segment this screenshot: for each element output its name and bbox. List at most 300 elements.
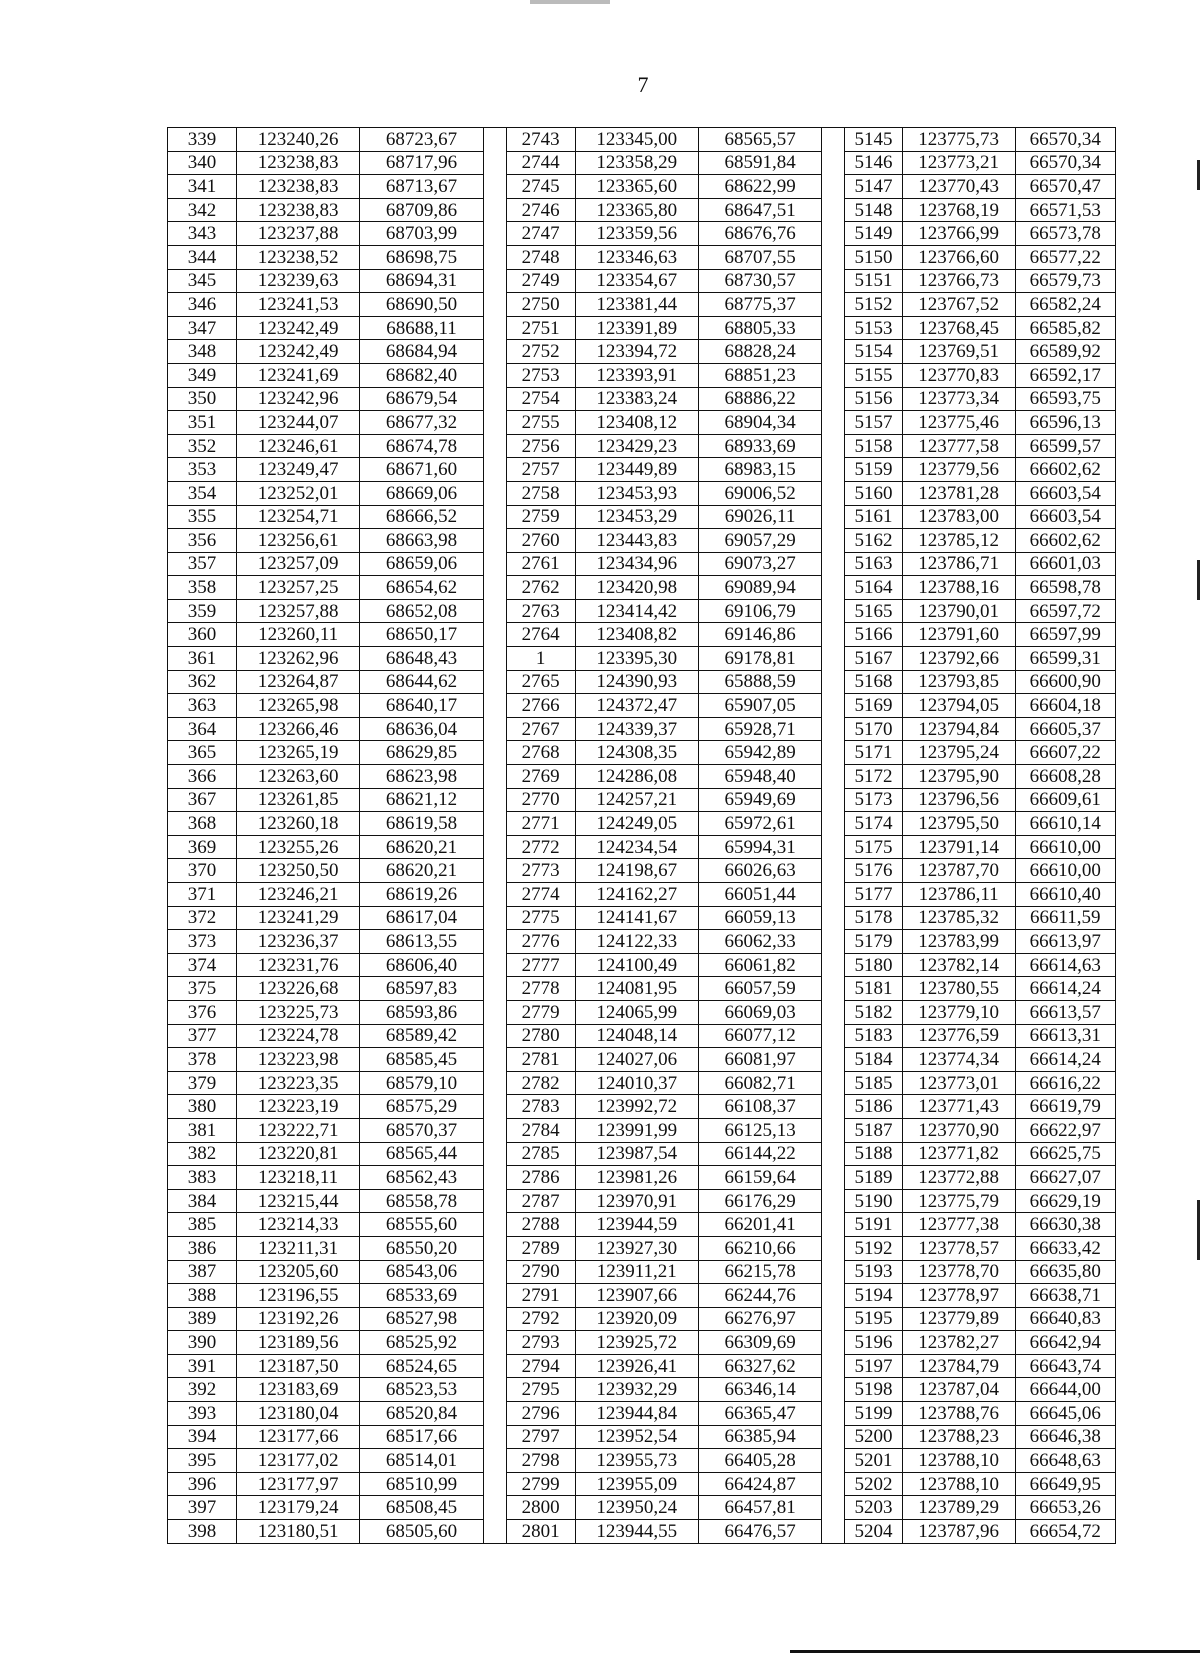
table-cell-y-coord-group-1: 68703,99 [360, 222, 483, 246]
table-cell-y-coord-group-1: 68570,37 [360, 1118, 483, 1142]
table-cell-y-coord-group-1: 68524,65 [360, 1354, 483, 1378]
table-cell-point-id-group-2: 2779 [506, 1000, 575, 1024]
table-row [168, 269, 1116, 293]
table-cell-x-coord-group-2: 123443,83 [575, 529, 698, 553]
table-cell-x-coord-group-3: 123778,70 [902, 1260, 1015, 1284]
table-cell-x-coord-group-1: 123196,55 [236, 1284, 359, 1308]
table-cell-point-id-group-3: 5159 [845, 458, 902, 482]
column-gap [822, 340, 845, 364]
table-cell-y-coord-group-1: 68505,60 [360, 1520, 483, 1544]
table-cell-y-coord-group-2: 69006,52 [698, 481, 821, 505]
table-cell-y-coord-group-1: 68644,62 [360, 670, 483, 694]
table-cell-y-coord-group-2: 66026,63 [698, 859, 821, 883]
table-cell-point-id-group-3: 5151 [845, 269, 902, 293]
table-cell-y-coord-group-1: 68520,84 [360, 1402, 483, 1426]
table-cell-y-coord-group-3: 66603,54 [1015, 505, 1115, 529]
table-cell-x-coord-group-2: 124162,27 [575, 883, 698, 907]
table-cell-y-coord-group-3: 66589,92 [1015, 340, 1115, 364]
table-cell-y-coord-group-1: 68619,58 [360, 812, 483, 836]
column-gap [822, 458, 845, 482]
table-row [168, 930, 1116, 954]
table-cell-y-coord-group-3: 66603,54 [1015, 481, 1115, 505]
table-row [168, 505, 1116, 529]
table-cell-x-coord-group-1: 123215,44 [236, 1189, 359, 1213]
table-cell-x-coord-group-3: 123795,24 [902, 741, 1015, 765]
table-cell-y-coord-group-3: 66643,74 [1015, 1354, 1115, 1378]
table-cell-x-coord-group-3: 123771,43 [902, 1095, 1015, 1119]
column-gap [483, 1402, 506, 1426]
table-cell-y-coord-group-1: 68575,29 [360, 1095, 483, 1119]
table-cell-y-coord-group-3: 66627,07 [1015, 1166, 1115, 1190]
table-cell-y-coord-group-2: 68933,69 [698, 434, 821, 458]
column-gap [483, 1142, 506, 1166]
table-cell-x-coord-group-2: 123920,09 [575, 1307, 698, 1331]
table-cell-y-coord-group-3: 66602,62 [1015, 529, 1115, 553]
table-cell-x-coord-group-1: 123238,83 [236, 151, 359, 175]
column-gap [822, 1118, 845, 1142]
table-cell-x-coord-group-2: 123365,80 [575, 198, 698, 222]
table-cell-point-id-group-1: 396 [168, 1472, 237, 1496]
table-cell-point-id-group-2: 2773 [506, 859, 575, 883]
table-cell-point-id-group-3: 5146 [845, 151, 902, 175]
table-cell-y-coord-group-3: 66604,18 [1015, 694, 1115, 718]
table-cell-y-coord-group-3: 66570,47 [1015, 175, 1115, 199]
table-cell-x-coord-group-3: 123778,57 [902, 1236, 1015, 1260]
table-cell-point-id-group-2: 2746 [506, 198, 575, 222]
table-cell-x-coord-group-1: 123223,98 [236, 1048, 359, 1072]
table-cell-x-coord-group-2: 124308,35 [575, 741, 698, 765]
table-cell-point-id-group-3: 5193 [845, 1260, 902, 1284]
table-row [168, 1189, 1116, 1213]
table-row [168, 765, 1116, 789]
column-gap [483, 906, 506, 930]
column-gap [483, 647, 506, 671]
column-gap [483, 1354, 506, 1378]
table-cell-point-id-group-1: 373 [168, 930, 237, 954]
table-cell-point-id-group-2: 2753 [506, 363, 575, 387]
table-row [168, 1520, 1116, 1544]
table-cell-y-coord-group-2: 66062,33 [698, 930, 821, 954]
table-cell-x-coord-group-2: 124286,08 [575, 765, 698, 789]
table-cell-y-coord-group-3: 66593,75 [1015, 387, 1115, 411]
table-cell-point-id-group-2: 2788 [506, 1213, 575, 1237]
table-cell-x-coord-group-3: 123788,16 [902, 576, 1015, 600]
table-cell-point-id-group-3: 5172 [845, 765, 902, 789]
table-cell-point-id-group-1: 371 [168, 883, 237, 907]
column-gap [483, 1378, 506, 1402]
table-row [168, 1166, 1116, 1190]
table-cell-point-id-group-1: 372 [168, 906, 237, 930]
table-cell-point-id-group-1: 365 [168, 741, 237, 765]
table-cell-point-id-group-3: 5188 [845, 1142, 902, 1166]
table-row [168, 458, 1116, 482]
table-cell-y-coord-group-3: 66614,24 [1015, 977, 1115, 1001]
table-cell-y-coord-group-1: 68623,98 [360, 765, 483, 789]
column-gap [822, 505, 845, 529]
table-cell-x-coord-group-1: 123263,60 [236, 765, 359, 789]
table-cell-y-coord-group-2: 68565,57 [698, 128, 821, 152]
table-cell-y-coord-group-3: 66607,22 [1015, 741, 1115, 765]
table-cell-point-id-group-2: 2777 [506, 953, 575, 977]
table-cell-y-coord-group-2: 69106,79 [698, 599, 821, 623]
table-cell-point-id-group-1: 392 [168, 1378, 237, 1402]
table-cell-y-coord-group-1: 68650,17 [360, 623, 483, 647]
table-cell-point-id-group-2: 2764 [506, 623, 575, 647]
table-row [168, 1236, 1116, 1260]
table-cell-x-coord-group-3: 123794,05 [902, 694, 1015, 718]
table-cell-x-coord-group-2: 123950,24 [575, 1496, 698, 1520]
table-cell-x-coord-group-1: 123240,26 [236, 128, 359, 152]
table-cell-point-id-group-3: 5175 [845, 835, 902, 859]
table-cell-y-coord-group-2: 68886,22 [698, 387, 821, 411]
table-cell-point-id-group-3: 5195 [845, 1307, 902, 1331]
table-cell-point-id-group-2: 2796 [506, 1402, 575, 1426]
table-row [168, 1118, 1116, 1142]
table-cell-x-coord-group-2: 123991,99 [575, 1118, 698, 1142]
table-row [168, 623, 1116, 647]
table-cell-x-coord-group-2: 124065,99 [575, 1000, 698, 1024]
table-cell-y-coord-group-2: 65949,69 [698, 788, 821, 812]
table-cell-point-id-group-2: 2798 [506, 1449, 575, 1473]
table-cell-x-coord-group-3: 123771,82 [902, 1142, 1015, 1166]
table-cell-point-id-group-2: 2793 [506, 1331, 575, 1355]
table-cell-x-coord-group-1: 123236,37 [236, 930, 359, 954]
table-cell-point-id-group-3: 5181 [845, 977, 902, 1001]
table-cell-x-coord-group-3: 123786,71 [902, 552, 1015, 576]
table-cell-x-coord-group-1: 123265,19 [236, 741, 359, 765]
table-cell-x-coord-group-1: 123252,01 [236, 481, 359, 505]
table-cell-y-coord-group-3: 66611,59 [1015, 906, 1115, 930]
table-cell-x-coord-group-2: 124141,67 [575, 906, 698, 930]
table-cell-y-coord-group-2: 66057,59 [698, 977, 821, 1001]
column-gap [822, 529, 845, 553]
table-cell-x-coord-group-1: 123254,71 [236, 505, 359, 529]
column-gap [822, 1378, 845, 1402]
table-cell-point-id-group-3: 5165 [845, 599, 902, 623]
column-gap [822, 198, 845, 222]
table-cell-point-id-group-2: 2748 [506, 245, 575, 269]
column-gap [822, 1142, 845, 1166]
table-cell-x-coord-group-3: 123781,28 [902, 481, 1015, 505]
table-cell-y-coord-group-1: 68640,17 [360, 694, 483, 718]
table-body [168, 128, 1116, 1544]
table-cell-point-id-group-1: 360 [168, 623, 237, 647]
table-cell-point-id-group-2: 2751 [506, 316, 575, 340]
table-cell-x-coord-group-3: 123772,88 [902, 1166, 1015, 1190]
table-cell-point-id-group-3: 5156 [845, 387, 902, 411]
table-cell-point-id-group-1: 397 [168, 1496, 237, 1520]
column-gap [822, 1354, 845, 1378]
table-cell-point-id-group-3: 5191 [845, 1213, 902, 1237]
table-cell-x-coord-group-1: 123183,69 [236, 1378, 359, 1402]
table-cell-point-id-group-3: 5174 [845, 812, 902, 836]
table-cell-point-id-group-1: 383 [168, 1166, 237, 1190]
table-cell-y-coord-group-2: 66077,12 [698, 1024, 821, 1048]
table-cell-y-coord-group-2: 68707,55 [698, 245, 821, 269]
table-row [168, 1449, 1116, 1473]
table-cell-point-id-group-1: 355 [168, 505, 237, 529]
table-cell-x-coord-group-2: 123381,44 [575, 293, 698, 317]
table-cell-y-coord-group-1: 68698,75 [360, 245, 483, 269]
table-cell-point-id-group-2: 2789 [506, 1236, 575, 1260]
table-cell-x-coord-group-1: 123241,53 [236, 293, 359, 317]
table-cell-x-coord-group-1: 123180,51 [236, 1520, 359, 1544]
table-cell-x-coord-group-1: 123187,50 [236, 1354, 359, 1378]
table-cell-y-coord-group-3: 66579,73 [1015, 269, 1115, 293]
table-cell-point-id-group-2: 2769 [506, 765, 575, 789]
table-row [168, 1284, 1116, 1308]
table-row [168, 340, 1116, 364]
table-cell-y-coord-group-2: 69178,81 [698, 647, 821, 671]
column-gap [822, 128, 845, 152]
column-gap [483, 1472, 506, 1496]
column-gap [483, 623, 506, 647]
table-cell-x-coord-group-3: 123795,90 [902, 765, 1015, 789]
table-cell-x-coord-group-2: 123952,54 [575, 1425, 698, 1449]
table-cell-point-id-group-1: 342 [168, 198, 237, 222]
column-gap [822, 1496, 845, 1520]
bottom-rule [790, 1650, 1200, 1653]
table-cell-x-coord-group-3: 123787,70 [902, 859, 1015, 883]
column-gap [483, 1284, 506, 1308]
table-cell-y-coord-group-3: 66630,38 [1015, 1213, 1115, 1237]
table-cell-y-coord-group-3: 66654,72 [1015, 1520, 1115, 1544]
column-gap [822, 977, 845, 1001]
page-number: 7 [637, 72, 649, 97]
table-cell-y-coord-group-3: 66570,34 [1015, 151, 1115, 175]
table-cell-y-coord-group-1: 68517,66 [360, 1425, 483, 1449]
table-cell-y-coord-group-2: 68983,15 [698, 458, 821, 482]
table-cell-point-id-group-3: 5160 [845, 481, 902, 505]
table-cell-y-coord-group-2: 65948,40 [698, 765, 821, 789]
table-cell-x-coord-group-1: 123238,83 [236, 175, 359, 199]
table-cell-point-id-group-1: 350 [168, 387, 237, 411]
column-gap [822, 599, 845, 623]
table-cell-y-coord-group-2: 66424,87 [698, 1472, 821, 1496]
table-cell-point-id-group-3: 5173 [845, 788, 902, 812]
table-cell-y-coord-group-1: 68666,52 [360, 505, 483, 529]
table-cell-x-coord-group-2: 123393,91 [575, 363, 698, 387]
table-row [168, 1000, 1116, 1024]
table-cell-y-coord-group-3: 66571,53 [1015, 198, 1115, 222]
column-gap [483, 1520, 506, 1544]
table-cell-y-coord-group-3: 66642,94 [1015, 1331, 1115, 1355]
table-cell-x-coord-group-3: 123789,29 [902, 1496, 1015, 1520]
column-gap [822, 1095, 845, 1119]
table-cell-x-coord-group-2: 123365,60 [575, 175, 698, 199]
column-gap [822, 552, 845, 576]
column-gap [822, 411, 845, 435]
table-cell-point-id-group-1: 385 [168, 1213, 237, 1237]
table-cell-y-coord-group-1: 68677,32 [360, 411, 483, 435]
column-gap [483, 1024, 506, 1048]
column-gap [483, 1118, 506, 1142]
table-cell-y-coord-group-1: 68579,10 [360, 1071, 483, 1095]
table-cell-point-id-group-2: 2780 [506, 1024, 575, 1048]
table-cell-point-id-group-2: 2772 [506, 835, 575, 859]
column-gap [822, 1472, 845, 1496]
column-gap [483, 930, 506, 954]
table-cell-point-id-group-1: 349 [168, 363, 237, 387]
table-cell-x-coord-group-3: 123782,14 [902, 953, 1015, 977]
table-cell-x-coord-group-3: 123787,04 [902, 1378, 1015, 1402]
table-cell-point-id-group-3: 5152 [845, 293, 902, 317]
table-row [168, 670, 1116, 694]
table-cell-y-coord-group-2: 68730,57 [698, 269, 821, 293]
table-cell-y-coord-group-3: 66570,34 [1015, 128, 1115, 152]
table-cell-y-coord-group-3: 66577,22 [1015, 245, 1115, 269]
table-cell-point-id-group-2: 2766 [506, 694, 575, 718]
column-gap [483, 340, 506, 364]
table-row [168, 1260, 1116, 1284]
table-cell-y-coord-group-3: 66619,79 [1015, 1095, 1115, 1119]
table-cell-y-coord-group-1: 68620,21 [360, 859, 483, 883]
table-cell-y-coord-group-2: 66457,81 [698, 1496, 821, 1520]
table-cell-y-coord-group-3: 66614,24 [1015, 1048, 1115, 1072]
table-cell-y-coord-group-3: 66614,63 [1015, 953, 1115, 977]
table-cell-y-coord-group-3: 66633,42 [1015, 1236, 1115, 1260]
table-cell-point-id-group-1: 345 [168, 269, 237, 293]
table-cell-x-coord-group-1: 123264,87 [236, 670, 359, 694]
table-cell-point-id-group-3: 5163 [845, 552, 902, 576]
table-cell-point-id-group-3: 5204 [845, 1520, 902, 1544]
table-cell-x-coord-group-1: 123266,46 [236, 717, 359, 741]
table-row [168, 717, 1116, 741]
table-cell-x-coord-group-3: 123766,99 [902, 222, 1015, 246]
table-cell-x-coord-group-1: 123261,85 [236, 788, 359, 812]
column-gap [483, 1260, 506, 1284]
table-cell-point-id-group-3: 5176 [845, 859, 902, 883]
table-cell-point-id-group-1: 381 [168, 1118, 237, 1142]
table-cell-point-id-group-1: 367 [168, 788, 237, 812]
table-cell-x-coord-group-2: 123981,26 [575, 1166, 698, 1190]
table-cell-point-id-group-1: 390 [168, 1331, 237, 1355]
table-row [168, 1402, 1116, 1426]
table-cell-point-id-group-2: 1 [506, 647, 575, 671]
table-cell-point-id-group-2: 2765 [506, 670, 575, 694]
table-cell-point-id-group-2: 2775 [506, 906, 575, 930]
table-cell-x-coord-group-2: 123434,96 [575, 552, 698, 576]
table-cell-point-id-group-2: 2762 [506, 576, 575, 600]
table-cell-point-id-group-1: 357 [168, 552, 237, 576]
table-cell-x-coord-group-3: 123779,89 [902, 1307, 1015, 1331]
table-cell-point-id-group-3: 5200 [845, 1425, 902, 1449]
table-cell-y-coord-group-3: 66597,99 [1015, 623, 1115, 647]
table-cell-x-coord-group-3: 123779,10 [902, 1000, 1015, 1024]
table-cell-x-coord-group-3: 123775,79 [902, 1189, 1015, 1213]
table-cell-y-coord-group-3: 66592,17 [1015, 363, 1115, 387]
table-cell-x-coord-group-3: 123769,51 [902, 340, 1015, 364]
table-cell-y-coord-group-1: 68550,20 [360, 1236, 483, 1260]
table-cell-point-id-group-2: 2801 [506, 1520, 575, 1544]
table-cell-point-id-group-3: 5169 [845, 694, 902, 718]
table-cell-x-coord-group-2: 123911,21 [575, 1260, 698, 1284]
table-cell-x-coord-group-3: 123766,60 [902, 245, 1015, 269]
column-gap [483, 198, 506, 222]
table-cell-x-coord-group-2: 123944,59 [575, 1213, 698, 1237]
table-cell-point-id-group-2: 2768 [506, 741, 575, 765]
table-cell-y-coord-group-2: 66061,82 [698, 953, 821, 977]
table-row [168, 1024, 1116, 1048]
table-cell-x-coord-group-2: 124010,37 [575, 1071, 698, 1095]
table-cell-y-coord-group-3: 66610,00 [1015, 859, 1115, 883]
table-cell-x-coord-group-3: 123787,96 [902, 1520, 1015, 1544]
table-cell-point-id-group-1: 374 [168, 953, 237, 977]
table-cell-y-coord-group-2: 66081,97 [698, 1048, 821, 1072]
table-cell-point-id-group-2: 2759 [506, 505, 575, 529]
table-cell-point-id-group-1: 343 [168, 222, 237, 246]
table-cell-x-coord-group-1: 123223,35 [236, 1071, 359, 1095]
table-cell-x-coord-group-2: 123449,89 [575, 458, 698, 482]
table-row [168, 552, 1116, 576]
table-cell-y-coord-group-1: 68562,43 [360, 1166, 483, 1190]
table-cell-x-coord-group-2: 123408,82 [575, 623, 698, 647]
table-row [168, 411, 1116, 435]
table-cell-x-coord-group-1: 123256,61 [236, 529, 359, 553]
column-gap [822, 1307, 845, 1331]
table-cell-y-coord-group-2: 66405,28 [698, 1449, 821, 1473]
table-cell-x-coord-group-2: 123345,00 [575, 128, 698, 152]
table-cell-point-id-group-2: 2778 [506, 977, 575, 1001]
coordinates-table [167, 127, 1116, 1544]
table-cell-point-id-group-2: 2795 [506, 1378, 575, 1402]
table-row [168, 788, 1116, 812]
column-gap [483, 1449, 506, 1473]
table-cell-y-coord-group-2: 66327,62 [698, 1354, 821, 1378]
column-gap [822, 175, 845, 199]
table-cell-y-coord-group-3: 66644,00 [1015, 1378, 1115, 1402]
table-cell-point-id-group-1: 348 [168, 340, 237, 364]
table-cell-point-id-group-1: 389 [168, 1307, 237, 1331]
column-gap [822, 812, 845, 836]
table-cell-y-coord-group-2: 68805,33 [698, 316, 821, 340]
table-cell-x-coord-group-1: 123223,19 [236, 1095, 359, 1119]
table-cell-x-coord-group-2: 124122,33 [575, 930, 698, 954]
table-cell-point-id-group-3: 5192 [845, 1236, 902, 1260]
table-cell-x-coord-group-1: 123225,73 [236, 1000, 359, 1024]
table-cell-point-id-group-1: 391 [168, 1354, 237, 1378]
table-cell-point-id-group-2: 2756 [506, 434, 575, 458]
table-cell-x-coord-group-1: 123179,24 [236, 1496, 359, 1520]
column-gap [822, 717, 845, 741]
table-cell-y-coord-group-1: 68654,62 [360, 576, 483, 600]
table-cell-y-coord-group-1: 68669,06 [360, 481, 483, 505]
table-cell-point-id-group-2: 2745 [506, 175, 575, 199]
table-cell-point-id-group-2: 2774 [506, 883, 575, 907]
table-cell-y-coord-group-3: 66609,61 [1015, 788, 1115, 812]
table-cell-y-coord-group-1: 68690,50 [360, 293, 483, 317]
column-gap [822, 363, 845, 387]
table-cell-x-coord-group-1: 123241,69 [236, 363, 359, 387]
table-cell-x-coord-group-2: 123955,09 [575, 1472, 698, 1496]
column-gap [822, 1048, 845, 1072]
table-row [168, 1354, 1116, 1378]
column-gap [822, 316, 845, 340]
table-row [168, 1095, 1116, 1119]
table-cell-x-coord-group-3: 123780,55 [902, 977, 1015, 1001]
table-cell-x-coord-group-3: 123770,83 [902, 363, 1015, 387]
table-cell-y-coord-group-2: 66059,13 [698, 906, 821, 930]
column-gap [483, 883, 506, 907]
column-gap [483, 812, 506, 836]
column-gap [822, 906, 845, 930]
table-cell-y-coord-group-3: 66629,19 [1015, 1189, 1115, 1213]
table-cell-x-coord-group-1: 123260,11 [236, 623, 359, 647]
table-cell-point-id-group-2: 2792 [506, 1307, 575, 1331]
table-cell-x-coord-group-1: 123260,18 [236, 812, 359, 836]
table-row [168, 859, 1116, 883]
column-gap [483, 1425, 506, 1449]
